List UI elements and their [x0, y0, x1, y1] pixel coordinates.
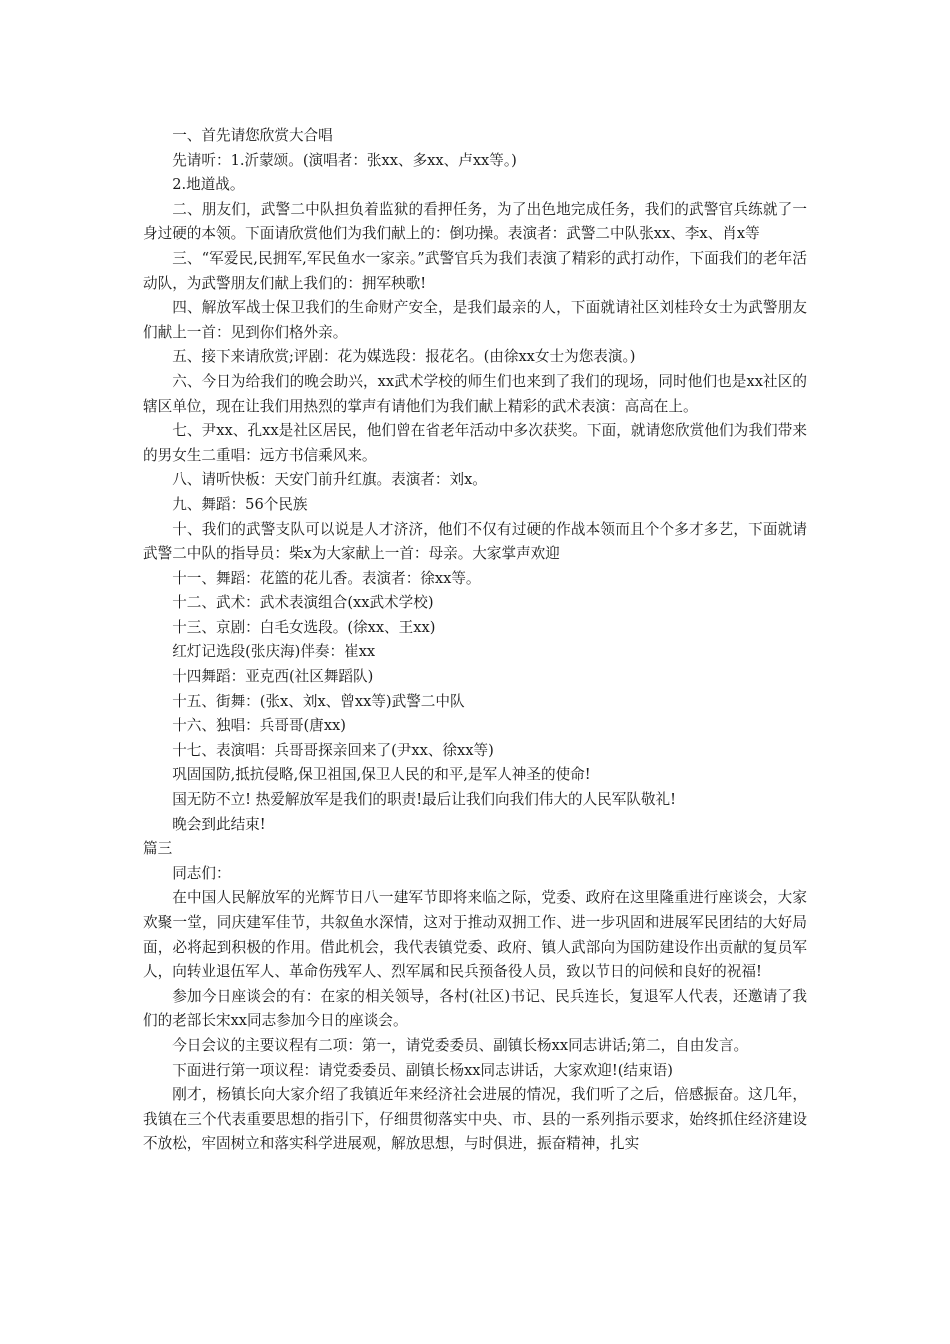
paragraph: 下面进行第一项议程：请党委委员、副镇长杨xx同志讲话，大家欢迎!(结束语) [172, 1061, 673, 1079]
paragraph: 在中国人民解放军的光辉节日八一建军节即将来临之际，党委、政府在这里隆重进行座谈会，大家欢聚一堂，同庆建军佳节，共叙鱼水深情，这对于推动双拥工作、进一步巩固和进展军民团结的大好局面，必将起到积极的作用。借此机会，我代表镇党委、政府、镇人武部向为国防建设作出贡献的复员军人，向转业退伍军人、革命伤残军人、烈军属和民兵预备役人员，致以节日的问候和良好的祝福! [143, 889, 807, 981]
paragraph: 红灯记选段(张庆海)伴奏：崔xx [172, 643, 376, 661]
paragraph: 五、接下来请欣赏;评剧：花为媒选段：报花名。(由徐xx女士为您表演。) [172, 348, 636, 366]
paragraph: 十三、京剧：白毛女选段。(徐xx、王xx) [172, 618, 436, 636]
paragraph: 2.地道战。 [172, 176, 245, 194]
paragraph: 八、请听快板：天安门前升红旗。表演者：刘x。 [172, 471, 487, 489]
paragraph: 十六、独唱：兵哥哥(唐xx) [172, 717, 346, 735]
paragraph: 七、尹xx、孔xx是社区居民，他们曾在省老年活动中多次获奖。下面，就请您欣赏他们为我们带来的男女生二重唱：远方书信乘风来。 [143, 422, 807, 464]
paragraph: 先请听：1.沂蒙颂。(演唱者：张xx、多xx、卢xx等。) [172, 151, 517, 169]
paragraph: 刚才，杨镇长向大家介绍了我镇近年来经济社会进展的情况，我们听了之后，倍感振奋。这几年，我镇在三个代表重要思想的指引下，仔细贯彻落实中央、市、县的一系列指示要求，始终抓住经济建设不放松，牢固树立和落实科学进展观，解放思想，与时俱进，振奋精神，扎实 [143, 1086, 807, 1153]
paragraph: 十二、武术：武术表演组合(xx武术学校) [172, 594, 434, 612]
paragraph: 十四舞蹈：亚克西(社区舞蹈队) [172, 668, 374, 686]
paragraph: 四、解放军战士保卫我们的生命财产安全，是我们最亲的人，下面就请社区刘桂玲女士为武警朋友们献上一首：见到你们格外亲。 [143, 299, 807, 341]
paragraph: 三、“军爱民,民拥军,军民鱼水一家亲。”武警官兵为我们表演了精彩的武打动作，下面我们的老年活动队，为武警朋友们献上我们的：拥军秧歌! [143, 249, 807, 292]
paragraph: 巩固国防,抵抗侵略,保卫祖国,保卫人民的和平,是军人神圣的使命! [172, 766, 591, 784]
section-heading: 篇三 [143, 840, 173, 858]
document-body [143, 124, 807, 1157]
paragraph: 十五、街舞：(张x、刘x、曾xx等)武警二中队 [172, 692, 465, 710]
paragraph: 国无防不立! 热爱解放军是我们的职责!最后让我们向我们伟大的人民军队敬礼! [172, 791, 677, 809]
paragraph: 六、今日为给我们的晚会助兴，xx武术学校的师生们也来到了我们的现场，同时他们也是xx社区的辖区单位，现在让我们用热烈的掌声有请他们为我们献上精彩的武术表演：高高在上。 [143, 372, 807, 415]
paragraph: 参加今日座谈会的有：在家的相关领导，各村(社区)书记、民兵连长，复退军人代表，还邀请了我们的老部长宋xx同志参加今日的座谈会。 [143, 987, 807, 1030]
paragraph: 十一、舞蹈：花篮的花儿香。表演者：徐xx等。 [172, 569, 481, 587]
paragraph: 一、首先请您欣赏大合唱 [172, 127, 333, 144]
paragraph: 九、舞蹈：56个民族 [172, 495, 308, 513]
paragraph: 二、朋友们，武警二中队担负着监狱的看押任务，为了出色地完成任务，我们的武警官兵练就了一身过硬的本领。下面请欣赏他们为我们献上的：倒功操。表演者：武警二中队张xx、李x、肖x等 [143, 200, 807, 243]
paragraph: 晚会到此结束! [172, 815, 266, 833]
paragraph: 十七、表演唱：兵哥哥探亲回来了(尹xx、徐xx等) [172, 741, 494, 759]
paragraph: 十、我们的武警支队可以说是人才济济，他们不仅有过硬的作战本领而且个个多才多艺，下面就请武警二中队的指导员：柴x为大家献上一首：母亲。大家掌声欢迎 [143, 520, 807, 563]
paragraph: 同志们： [172, 864, 231, 882]
paragraph: 今日会议的主要议程有二项：第一，请党委委员、副镇长杨xx同志讲话;第二，自由发言。 [172, 1036, 749, 1054]
